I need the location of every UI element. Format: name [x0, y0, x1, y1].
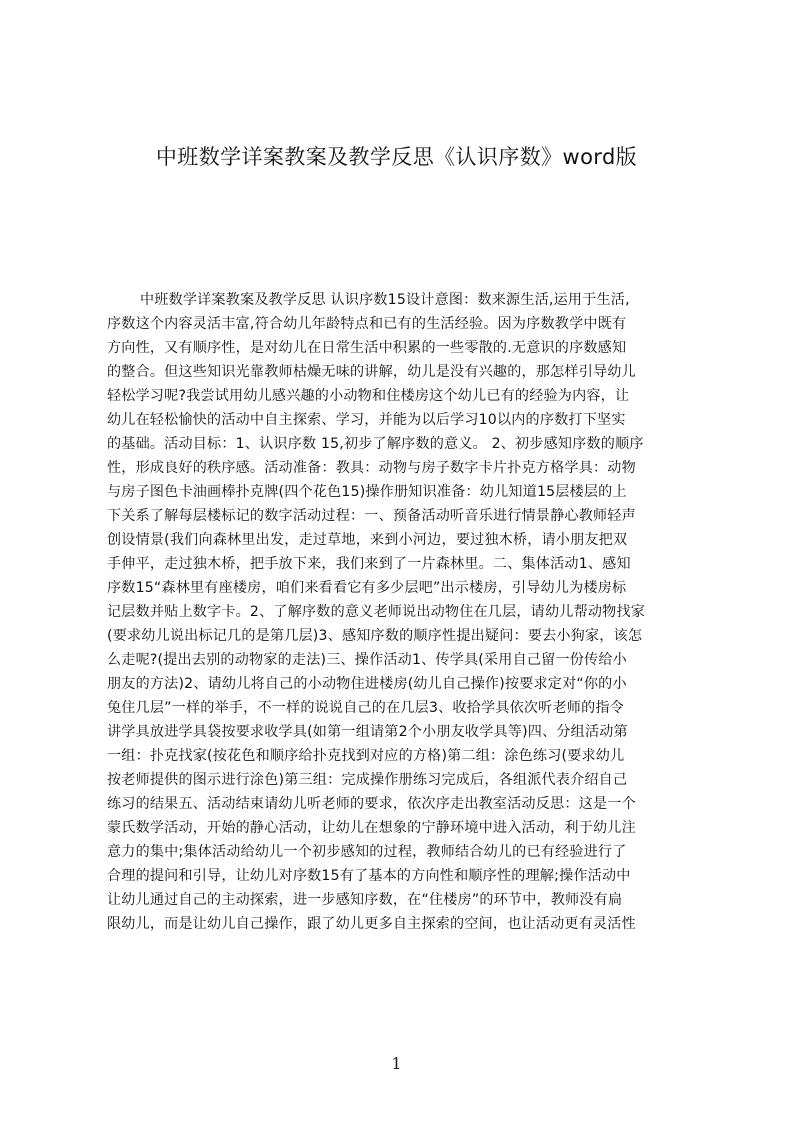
- body-line: (要求幼儿说出标记几的是第几层)3、感知序数的顺序性提出疑问：要去小狗家，该怎: [107, 628, 643, 644]
- document-body: [107, 288, 699, 1008]
- body-line: 朋友的方法)2、请幼儿将自己的小动物住进楼房(幼儿自己操作)按要求定对“你的小: [107, 676, 627, 692]
- document-title: 中班数学详案教案及教学反思《认识序数》word版: [155, 145, 638, 169]
- body-line: 的整合。但这些知识光靠教师枯燥无味的讲解，幼儿是没有兴趣的，那怎样引导幼儿: [107, 364, 636, 380]
- body-line: 限幼儿，而是让幼儿自己操作，跟了幼儿更多自主探索的空间，也让活动更有灵活性: [107, 916, 636, 932]
- body-line: 么走呢?(提出去别的动物家的走法)三、操作活动1、传学具(采用自己留一份传给小: [107, 652, 627, 668]
- body-line: 意力的集中;集体活动给幼儿一个初步感知的过程，教师结合幼儿的已有经验进行了: [107, 844, 627, 860]
- body-line: 性，形成良好的秩序感。活动准备：教具：动物与房子数字卡片扑克方格学具：动物: [107, 460, 636, 476]
- body-line: 讲学具放进学具袋按要求收学具(如第一组请第2个小朋友收学具等)四、分组活动第: [107, 724, 628, 740]
- body-line: 方向性，又有顺序性，是对幼儿在日常生活中积累的一些零散的.无意识的序数感知: [107, 340, 627, 356]
- page-number: 1: [391, 1054, 402, 1073]
- body-line: 合理的提问和引导，让幼儿对序数15有了基本的方向性和顺序性的理解;操作活动中: [107, 868, 631, 884]
- body-line: 手伸平，走过独木桥，把手放下来，我们来到了一片森林里。二、集体活动1、感知: [107, 556, 631, 572]
- body-line: 中班数学详案教案及教学反思 认识序数15设计意图：数来源生活,运用于生活,: [140, 292, 630, 308]
- body-line: 记层数并贴上数字卡。2、了解序数的意义老师说出动物住在几层，请幼儿帮动物找家: [107, 604, 646, 620]
- body-line: 的基础。活动目标：1、认识序数 15,初步了解序数的意义。 2、初步感知序数的顺序: [107, 436, 644, 452]
- body-line: 轻松学习呢?我尝试用幼儿感兴趣的小动物和住楼房这个幼儿已有的经验为内容，让: [107, 388, 630, 404]
- body-line: 下关系了解每层楼标记的数字活动过程：一、预备活动听音乐进行情景静心教师轻声: [107, 508, 636, 524]
- body-line: 创设情景(我们向森林里出发，走过草地，来到小河边，要过独木桥，请小朋友把双: [107, 532, 628, 548]
- body-line: 蒙氏数学活动，开始的静心活动，让幼儿在想象的宁静环境中进入活动，利于幼儿注: [107, 820, 636, 836]
- body-line: 兔住几层”一样的举手，不一样的说说自己的在几层3、收拾学具依次听老师的指令: [107, 700, 624, 716]
- body-line: 序数这个内容灵活丰富,符合幼儿年龄特点和已有的生活经验。因为序数教学中既有: [107, 316, 627, 332]
- body-line: 练习的结果五、活动结束请幼儿听老师的要求，依次序走出教室活动反思：这是一个: [107, 796, 636, 812]
- body-line: 一组：扑克找家(按花色和顺序给扑克找到对应的方格)第二组：涂色练习(要求幼儿: [107, 748, 625, 764]
- body-line: 幼儿在轻松愉快的活动中自主探索、学习，并能为以后学习10以内的序数打下坚实: [107, 412, 626, 428]
- body-line: 与房子图色卡油画棒扑克牌(四个花色15)操作册知识准备：幼儿知道15层楼层的上: [107, 484, 627, 500]
- body-line: 让幼儿通过自己的主动探索，进一步感知序数，在“住楼房”的环节中，教师没有扃: [107, 892, 623, 908]
- body-line: 序数15“森林里有座楼房，咱们来看看它有多少层吧”出示楼房，引导幼儿为楼房标: [107, 580, 627, 596]
- body-line: 按老师提供的图示进行涂色)第三组：完成操作册练习完成后，各组派代表介绍自己: [107, 772, 628, 788]
